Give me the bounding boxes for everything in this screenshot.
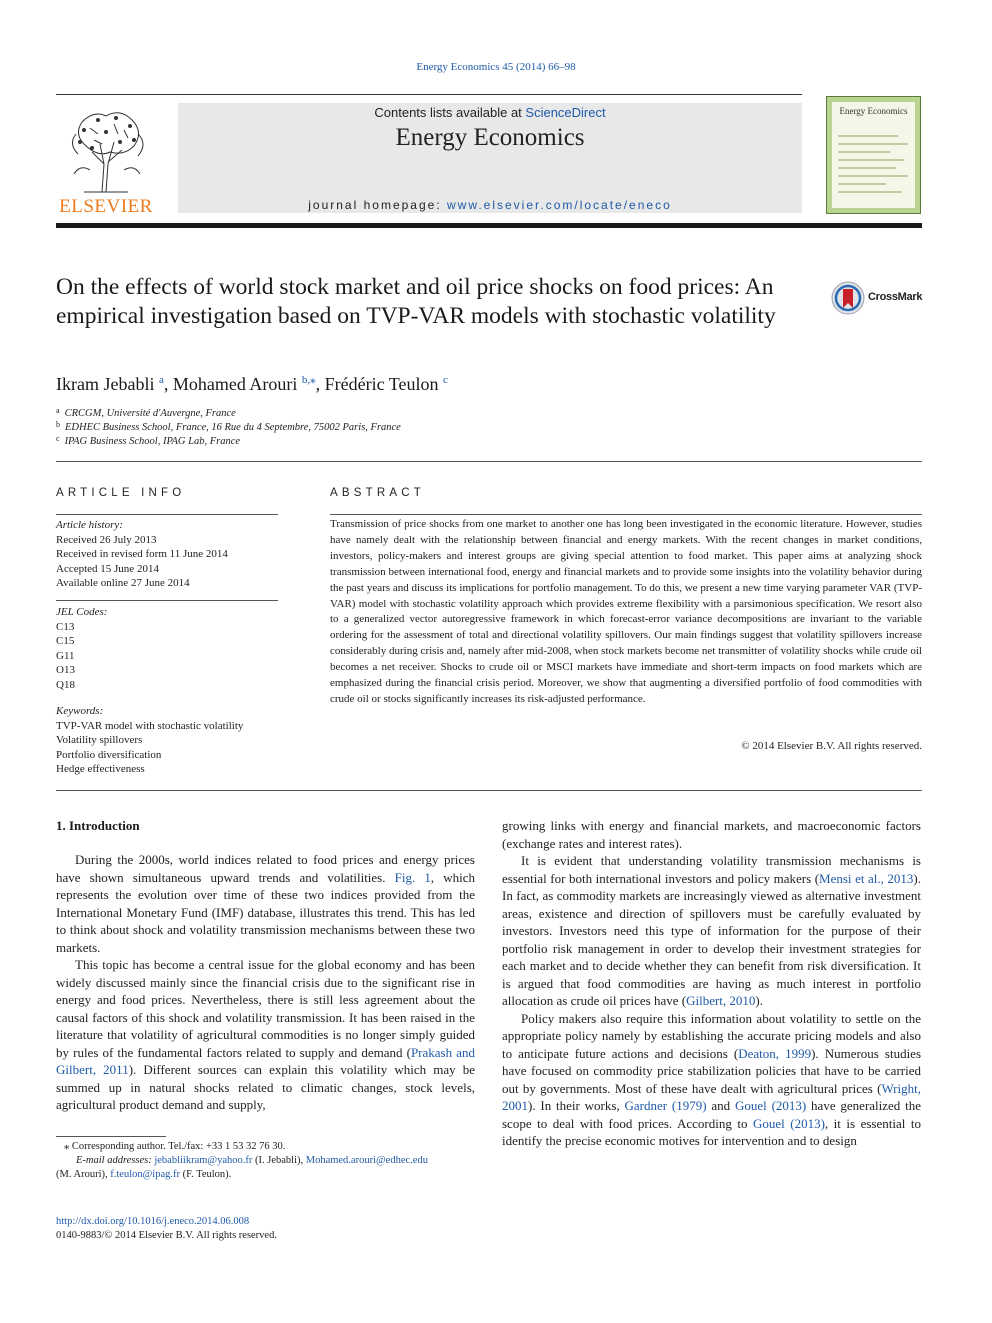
body-paragraph [502, 1010, 921, 1150]
cover-title: Energy Economics [839, 106, 908, 116]
text-run: This topic has become a central issue for the global economy and has been widely discussed mainly since the financial crisis due to the significant rise in energy and food prices. Nevertheless, there is still less agreement about the causal factors of this shock and volatility transmission. It has been raised in the literature that volatility of agricultural commodities is no longer simply guided by rules of the fundamental factors related to supply and demand ( [56, 957, 475, 1060]
history-item: Available online 27 June 2014 [56, 577, 190, 589]
keywords [56, 704, 278, 777]
affiliation-text: IPAG Business School, IPAG Lab, France [64, 436, 241, 447]
crossmark-label[interactable]: CrossMark [868, 291, 923, 303]
footnote-block [56, 1140, 475, 1182]
abstract-heading: ABSTRACT [330, 487, 425, 499]
author-affil-sup[interactable]: c [442, 374, 448, 386]
author-name: Ikram Jebabli [56, 374, 155, 394]
affiliation-sup: c [56, 434, 60, 443]
doi-link[interactable]: http://dx.doi.org/10.1016/j.eneco.2014.06.008 [56, 1216, 250, 1227]
crossmark-icon[interactable] [831, 281, 865, 315]
citation-link[interactable]: Mensi et al., 2013 [819, 870, 914, 886]
affiliation-text: EDHEC Business School, France, 16 Rue du 4 Septembre, 75002 Paris, France [65, 422, 401, 433]
figure-link[interactable]: Fig. 1 [394, 869, 431, 885]
history-item: Received 26 July 2013 [56, 533, 157, 546]
email-owner: (I. Jebabli), [252, 1155, 306, 1166]
contents-line [178, 105, 802, 120]
section-heading: 1. Introduction [56, 818, 140, 833]
body-paragraph: growing links with energy and financial markets, and macroeconomic factors (exchange rates and interest rates). [502, 818, 921, 851]
text-run: ). In their works, [528, 1098, 625, 1113]
author-separator: , [315, 374, 325, 394]
email-link[interactable]: Mohamed.arouri@edhec.edu [305, 1155, 428, 1166]
article-info-rule [56, 600, 278, 601]
email-link[interactable]: f.teulon@ipag.fr [110, 1169, 180, 1180]
history-item: Accepted 15 June 2014 [56, 562, 159, 575]
author-affil-sup[interactable]: b,⁎ [301, 374, 316, 386]
article-history [56, 518, 278, 591]
affiliation-sup: a [56, 406, 60, 415]
citation-link[interactable]: Gardner (1979) [624, 1098, 707, 1113]
text-run: During the 2000s, world indices related to food prices and energy prices have shown simultaneous upward trends and volatilities. [56, 852, 475, 885]
text-run: ). Different sources can explain this volatility which may be summed up in natural shocks related to climatic changes, stock levels, agricultural product demand and supply, [56, 1062, 476, 1112]
right-column [502, 817, 921, 1150]
title-divider [56, 461, 922, 462]
text-run: have generalized the scope to deal with food prices. According to [502, 1098, 921, 1131]
keyword: TVP-VAR model with stochastic volatility [56, 719, 244, 732]
journal-citation[interactable]: Energy Economics 45 (2014) 66–98 [416, 61, 576, 73]
history-label: Article history: [56, 519, 123, 531]
text-run: ). [755, 993, 764, 1008]
affiliation [56, 420, 756, 433]
email-line [56, 1168, 475, 1182]
keyword: Portfolio diversification [56, 748, 162, 761]
sciencedirect-link[interactable]: ScienceDirect [525, 105, 606, 120]
header-divider [56, 223, 922, 228]
cover-text-lines-icon [838, 132, 910, 204]
keyword: Hedge effectiveness [56, 763, 145, 775]
abstract-text: Transmission of price shocks from one market to another one has long been investigated in the economic literature. However, studies have namely dealt with the relationship between financial and energy markets. With the recent changes in market conditions, investors, policy-makers and interest groups are giving special attention to food market. This paper aims at analyzing shock transmission between international food, energy and financial markets and to provide some insights into the volatility behavior during the past years and discuss its implications for portfolio management. To do this, we present a new time varying parameter VAR (TVP-VAR) model with stochastic volatility approach which provides extreme flexibility with a parsimonious specification. We resort also to a generalized vector autoregressive framework in which forecast-error variance decompositions are invariant to the variable ordering for the assessment of total and directional volatility spillovers. Our main findings suggest that volatility spillovers increase considerably during crisis and, namely after mid-2008, when stock markets become net transmitter of volatility shocks while crude oil becomes a net receiver. Shocks to crude oil or MSCI markets have immediate and short-term impacts on food markets which are emphasized during the financial crisis period. Moreover, we show that augmenting a diversified portfolio of food commodities with crude oil or stocks significantly increases its risk-adjusted performance. [330, 518, 922, 705]
history-item: Received in revised form 11 June 2014 [56, 548, 228, 560]
jel-label: JEL Codes: [56, 606, 108, 618]
body-paragraph [56, 956, 475, 1114]
text-run: , which represents the evolution over time of these two indices provided from the International Monetary Fund (IMF) database, illustrates this trend. This has led to think about shock and volatility transmission mechanisms between these two markets. [56, 869, 475, 955]
email-label: E-mail addresses: [76, 1155, 155, 1166]
citation-link[interactable]: Gouel (2013) [752, 1115, 825, 1131]
publisher-name: ELSEVIER [59, 196, 153, 217]
footnote-rule [56, 1136, 166, 1137]
text-run: ). Numerous studies have focused on commodity price stabilization policies that have to be carried out by governments. Most of these have dealt with agricultural prices ( [502, 1045, 922, 1096]
keywords-label: Keywords: [56, 705, 104, 717]
email-owner: (F. Teulon). [179, 1169, 232, 1180]
keyword: Volatility spillovers [56, 734, 143, 746]
text-run: It is evident that understanding volatility transmission mechanisms is essential for both international investors and policy makers ( [502, 853, 921, 886]
jel-code: C13 [56, 620, 75, 633]
body-paragraph [56, 851, 475, 956]
homepage-line [178, 198, 802, 212]
corresponding-author-note: ⁎ Corresponding author. Tel./fax: +33 1 53 32 76 30. [64, 1141, 286, 1152]
jel-codes [56, 605, 278, 692]
citation-link[interactable]: Deaton, 1999 [738, 1045, 812, 1061]
article-title: On the effects of world stock market and oil price shocks on food prices: An empirical investigation based on TVP-VAR models with stochastic volatility [56, 274, 776, 329]
citation-link[interactable]: Gouel (2013) [734, 1098, 807, 1113]
homepage-prefix: journal homepage: [308, 198, 447, 212]
doi-block [56, 1215, 277, 1243]
abstract-copyright: © 2014 Elsevier B.V. All rights reserved. [741, 740, 922, 752]
jel-code: G11 [56, 649, 75, 662]
affiliation-sup: b [56, 420, 60, 429]
journal-title: Energy Economics [395, 124, 585, 151]
email-link[interactable]: jebabliikram@yahoo.fr [154, 1155, 253, 1166]
text-run: , it is essential to identify the precise economic motives for intervention and to design [502, 1115, 921, 1148]
author-name: Mohamed Arouri [172, 374, 298, 394]
article-info-heading: ARTICLE INFO [56, 487, 186, 499]
text-run: ). In fact, as commodity markets are increasingly viewed as alternative investment areas, existence and direction of spillovers must be carefully evaluated by investors. Investors need this type of information for the purpose of their portfolio risk management in order to develop their investment strategies for each market and to decide whether they can benefit from risk diversification. It is argued that food commodities are having as much interest in portfolio allocation as crude oil prices have ( [502, 870, 921, 1008]
left-column [56, 851, 475, 1114]
affiliation [56, 406, 756, 419]
issn-copyright: 0140-9883/© 2014 Elsevier B.V. All rights reserved. [56, 1230, 277, 1241]
text-run: Policy makers also require this information about volatility to settle on the appropriate policy namely by establishing the accurate pricing models and also to anticipate future actions and decisions ( [502, 1010, 921, 1061]
citation-link[interactable]: Wright, 2001 [502, 1080, 921, 1113]
email-owner: (M. Arouri), [56, 1169, 111, 1180]
author-name: Frédéric Teulon [324, 374, 439, 394]
author-affil-sup[interactable]: a [158, 374, 164, 386]
header-rule [56, 94, 802, 95]
abstract-rule [330, 514, 922, 515]
author-separator: , [163, 374, 173, 394]
affiliation [56, 434, 756, 447]
homepage-link[interactable]: www.elsevier.com/locate/eneco [447, 198, 672, 212]
citation-link[interactable]: Prakash and Gilbert, 2011 [56, 1044, 475, 1077]
jel-code: Q18 [56, 678, 75, 691]
abstract-divider [56, 790, 922, 791]
article-info-rule [56, 514, 278, 515]
body-paragraph [502, 852, 921, 1010]
text-run: and [706, 1098, 735, 1113]
citation-link[interactable]: Gilbert, 2010 [686, 993, 756, 1008]
affiliation-text: CRCGM, Université d'Auvergne, France [64, 408, 236, 419]
email-line [56, 1154, 475, 1168]
jel-code: O13 [56, 664, 75, 676]
jel-code: C15 [56, 635, 75, 647]
author-list [56, 373, 756, 395]
contents-prefix: Contents lists available at [374, 105, 526, 120]
